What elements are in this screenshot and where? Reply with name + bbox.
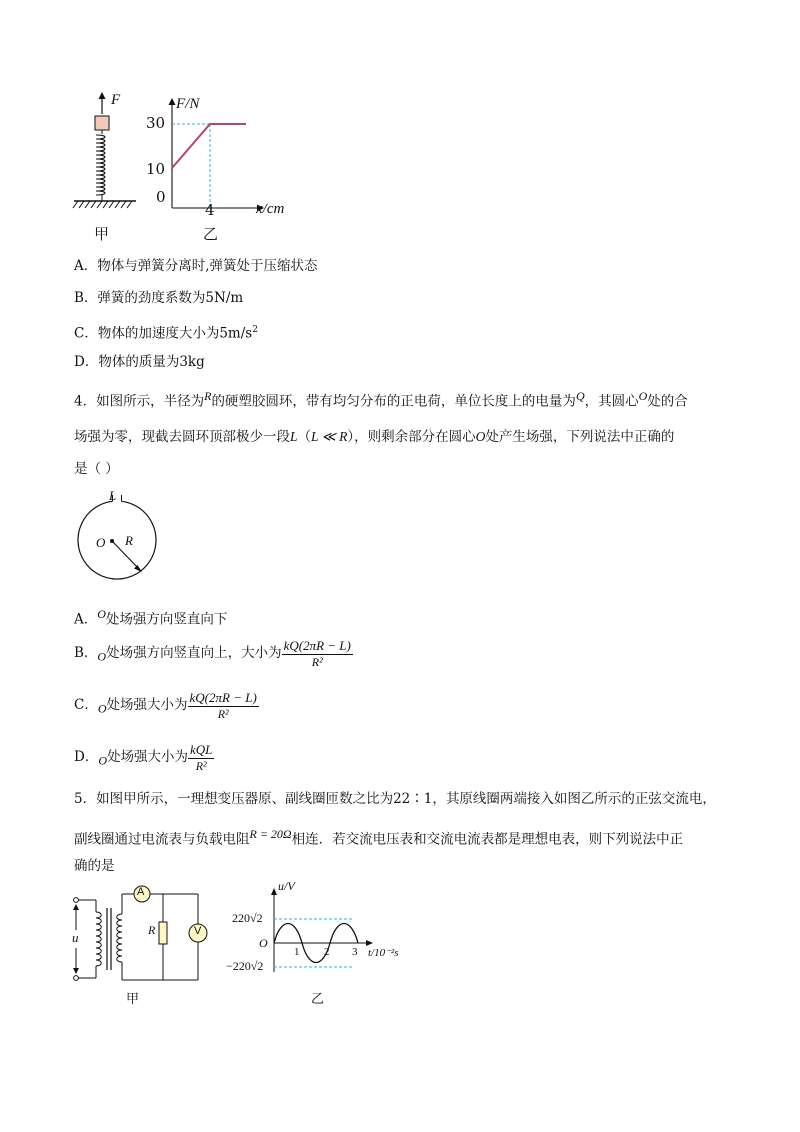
q3-option-b: B．弹簧的劲度系数为5N/m — [74, 290, 244, 306]
q4-option-b-num: kQ(2πR − L) — [283, 638, 351, 653]
q5-sine-graph — [264, 886, 414, 976]
q4-option-b — [74, 638, 353, 669]
q3-option-d: D．物体的质量为3kg — [74, 354, 205, 370]
fx-graph — [169, 98, 265, 212]
q4-line1-d: 处的合 — [647, 393, 688, 410]
q4-line1-a: 4．如图所示，半径为 — [74, 393, 205, 410]
q4-var-q: Q — [575, 389, 585, 403]
caption-jia: 甲 — [94, 225, 110, 243]
q5-voltmeter-label: V — [194, 925, 202, 937]
q4-option-c — [74, 690, 259, 721]
q4-line2-c: ），则剩余部分在圆心 — [347, 429, 476, 445]
q4-option-b-fraction — [282, 638, 353, 669]
q3-option-c — [74, 320, 258, 344]
q5-graph-peak-pos: 220√2 — [232, 911, 263, 925]
q5-graph-origin: O — [259, 936, 268, 950]
q4-option-a-prefix: A． — [74, 611, 98, 628]
q5-circuit-svg — [66, 880, 226, 990]
q4-option-a-text: 处场强方向竖直向下 — [105, 611, 228, 628]
q4-line2-b: （ — [297, 429, 312, 445]
tick-x-4: 4 — [205, 201, 215, 219]
q4-line-1 — [74, 386, 688, 412]
q4-option-c-text: 处场强大小为 — [106, 697, 188, 713]
q5-resistor-label: R — [148, 923, 156, 937]
q4-option-c-prefix: C． — [74, 697, 98, 713]
q4-option-b-den: R² — [311, 655, 323, 669]
q4-var-o2: O — [475, 429, 486, 444]
q4-option-a — [74, 604, 227, 630]
q4-condition: L ≪ R — [311, 429, 348, 444]
q5-circuit-figure — [66, 880, 226, 990]
q5-line2-a: 副线圈通过电流表与负载电阻 — [74, 831, 250, 848]
q4-ring-svg — [70, 488, 170, 588]
tick-origin: 0 — [156, 188, 166, 206]
q5-ammeter-label: A — [137, 886, 145, 898]
q5-line-2 — [74, 824, 683, 850]
q4-var-l: L — [290, 429, 298, 444]
q5-circuit-caption: 甲 — [126, 992, 140, 1007]
fx-axis-x-label: x/cm — [256, 201, 285, 217]
q4-line-2 — [74, 427, 674, 447]
caption-yi: 乙 — [203, 225, 219, 243]
q4-line2-d: 处产生场强，下列说法中正确的 — [485, 429, 675, 445]
q4-option-d-fraction — [188, 742, 214, 773]
q4-option-d — [74, 742, 214, 773]
q4-option-d-o: O — [98, 753, 107, 768]
fx-axis-y-text: F/N — [176, 96, 200, 112]
tick-y-30: 30 — [146, 114, 166, 132]
q5-graph-peak-neg: −220√2 — [226, 959, 264, 973]
q4-fig-label-o: O — [96, 535, 106, 550]
q5-graph-tick-3: 3 — [352, 946, 358, 958]
q5-sine-svg — [264, 886, 414, 976]
tick-y-10: 10 — [146, 160, 166, 178]
q4-option-b-prefix: B． — [74, 645, 98, 661]
q4-line1-c: ，其圆心 — [584, 393, 639, 410]
q4-option-c-den: R² — [217, 707, 229, 721]
q5-graph-tick-2: 2 — [324, 946, 330, 958]
q3-option-a: A．物体与弹簧分离时,弹簧处于压缩状态 — [74, 258, 318, 274]
fx-axis-y-label — [176, 94, 199, 113]
q4-option-b-o: O — [97, 649, 107, 664]
q4-option-d-prefix: D． — [74, 749, 99, 765]
q4-line-3: 是（ ） — [74, 461, 119, 477]
q4-option-c-fraction — [188, 690, 259, 721]
q4-option-b-text: 处场强方向竖直向上，大小为 — [106, 645, 282, 661]
q5-graph-axis-y: u/V — [278, 879, 295, 893]
q4-option-a-o: O — [97, 607, 106, 621]
q4-ring-figure — [70, 488, 170, 588]
q5-circuit-u: u — [72, 930, 79, 945]
q4-line1-b: 的硬塑胶圆环，带有均匀分布的正电荷，单位长度上的电量为 — [211, 393, 576, 410]
q4-var-r: R — [204, 389, 212, 403]
q5-graph-axis-x: t/10⁻²s — [368, 947, 399, 959]
q4-fig-label-r: R — [125, 533, 133, 548]
q5-line-3: 确的是 — [74, 858, 115, 874]
q4-line2-a: 场强为零，现截去圆环顶部极少一段 — [74, 429, 290, 445]
q4-option-c-o: O — [97, 701, 107, 716]
q3-option-c-text: C．物体的加速度大小为5m/s — [74, 325, 253, 342]
q5-graph-caption: 乙 — [311, 992, 325, 1007]
q5-graph-tick-1: 1 — [294, 946, 300, 958]
q4-option-c-num: kQ(2πR − L) — [189, 690, 257, 705]
q4-option-d-num: kQL — [190, 742, 213, 757]
q5-line2-b: 相连．若交流电压表和交流电流表都是理想电表，则下列说法中正 — [291, 831, 684, 848]
q3-option-c-sup: 2 — [252, 325, 258, 335]
q4-var-o: O — [638, 389, 648, 403]
spring-block-diagram — [73, 92, 136, 208]
q5-line-1: 5．如图甲所示，一理想变压器原、副线圈匝数之比为22∶1，其原线圈两端接入如图乙所示的正弦交流电， — [74, 791, 716, 807]
q5-r-equation: R = 20Ω — [249, 827, 292, 841]
q4-option-d-text: 处场强大小为 — [107, 749, 188, 765]
force-label: F — [111, 92, 121, 108]
q4-fig-label-l: L — [109, 488, 117, 503]
q4-option-d-den: R² — [195, 759, 207, 773]
